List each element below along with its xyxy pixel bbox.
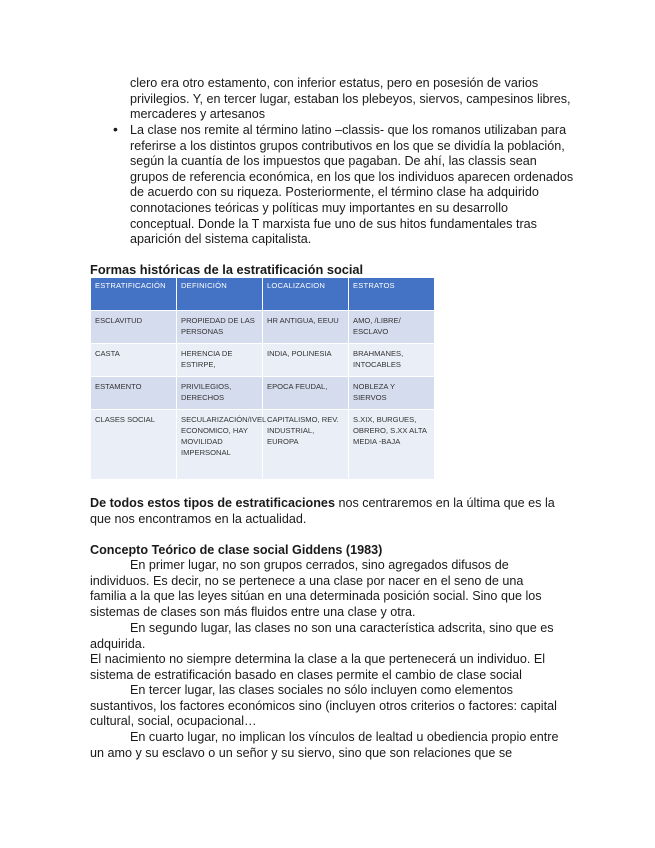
table-row [91,377,435,410]
table-cell: CAPITALISMO, REV. INDUSTRIAL, EUROPA [263,410,349,480]
stratification-table [90,277,435,480]
table-cell: EPOCA FEUDAL, [263,377,349,410]
table-row [91,410,435,480]
concept-paragraph-3: El nacimiento no siempre determina la clase a la que pertenecerá un individuo. El sistema de estratificación basado en clases permite el cambio de clase social [90,652,546,682]
concept-paragraph-1: En primer lugar, no son grupos cerrados, sino agregados difusos de individuos. Es decir, no se pertenece a una clase por nacer en el seno de una familia a la que las leyes sitúan en una determinada posición social. Sino que los sistemas de clases son más fluidos entre una clase y otra. [90,558,542,619]
header-definicion: DEFINICIÓN [177,278,263,311]
table-row [91,311,435,344]
table-cell: PRIVILEGIOS, DERECHOS [177,377,263,410]
table-cell: AMO, /LIBRE/ ESCLAVO [349,311,435,344]
concept-paragraph-2: En segundo lugar, las clases no son una característica adscrita, sino que es adquirida. [90,621,554,651]
table-section-title: Formas históricas de la estratificación social [90,262,364,277]
table-cell: S.XIX, BURGUES, OBRERO, S.XX ALTA MEDIA -BAJA [349,410,435,480]
concept-paragraph-5: En cuarto lugar, no implican los vínculos de lealtad u obediencia propio entre un amo y su esclavo o un señor y su siervo, sino que son relaciones que se [90,730,559,760]
table-cell: HERENCIA DE ESTIRPE, [177,344,263,377]
table-cell: SECULARIZACIÓN/IVEL ECONOMICO, HAY MOVILIDAD IMPERSONAL [177,410,263,480]
bullet-paragraph: La clase nos remite al término latino –classis- que los romanos utilizaban para referirse a los distintos grupos contributivos en los que se dividía la población, según la cuantía de los impuestos que pagaban. De ahí, las classis sean grupos de referencia económica, en los que los individuos aparecen ordenados de acuerdo con su riqueza. Posteriormente, el término clase ha adquirido connotaciones teóricas y políticas muy importantes en su desarrollo conceptual. Donde la T marxista fue uno de sus hitos fundamentales tras aparición del sistema capitalista. [130,123,574,247]
table-cell: PROPIEDAD DE LAS PERSONAS [177,311,263,344]
continuation-paragraph: clero era otro estamento, con inferior estatus, pero en posesión de varios privilegios. Y, en tercer lugar, estaban los plebeyos, siervos, campesinos libres, mercaderes y artesanos [130,76,571,122]
table-cell: INDIA, POLINESIA [263,344,349,377]
concept-paragraph-4: En tercer lugar, las clases sociales no sólo incluyen como elementos sustantivos, los factores económicos sino (incluyen otros criterios o factores: capital cultural, social, ocupacional… [90,683,557,729]
summary-bold-lead: De todos estos tipos de estratificaciones [90,496,335,510]
header-estratos: ESTRATOS [349,278,435,311]
table-cell: CLASES SOCIAL [91,410,177,480]
table-cell: HR ANTIGUA, EEUU [263,311,349,344]
summary-paragraph [90,496,560,527]
summary-rest: nos centraremos en la última que es la que nos encontramos en la actualidad. [90,496,555,526]
concept-title: Concepto Teórico de clase social Giddens (1983) [90,543,383,557]
table-cell: BRAHMANES, INTOCABLES [349,344,435,377]
bullet-icon: • [113,121,118,137]
table-row [91,344,435,377]
table-cell: ESTAMENTO [91,377,177,410]
header-localizacion: LOCALIZACION [263,278,349,311]
table-cell: NOBLEZA Y SIERVOS [349,377,435,410]
table-cell: CASTA [91,344,177,377]
header-estratificacion: ESTRATIFICACIÓN [91,278,177,311]
table-header-row [91,278,435,311]
table-cell: ESCLAVITUD [91,311,177,344]
